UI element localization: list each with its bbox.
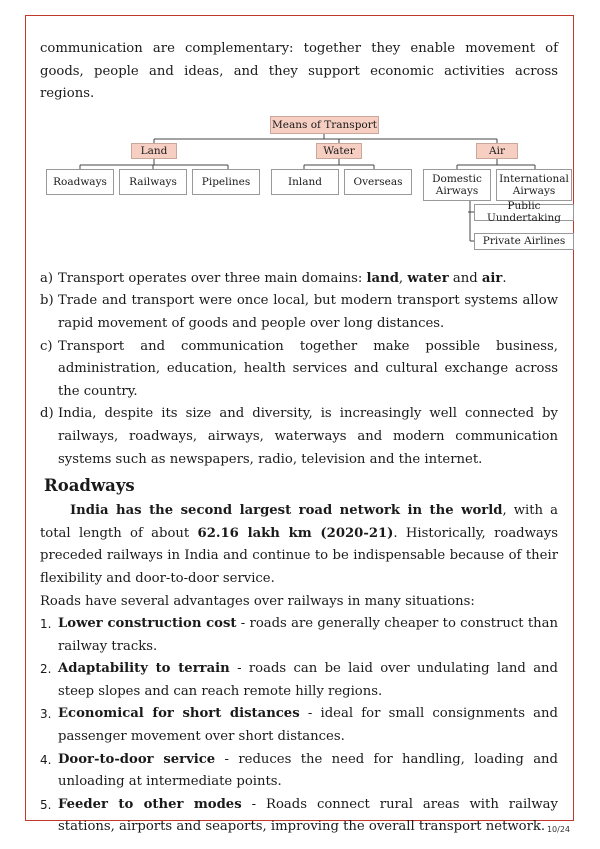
roadways-paragraph: India has the second largest road network in the world, with a total length of about 62.16 lakh km (2020-21). Historically, roadways preceded railways in India and continue to be indispensable because of their flexibility and door-to-door service.: [40, 503, 558, 586]
list-item: a) Transport operates over three main domains: land, water and air.: [40, 270, 507, 286]
list-item: 4. Door-to-door service - reduces the need for handling, loading and unloading at intermediate points.: [40, 751, 558, 790]
node-means-of-transport: Means of Transport: [270, 116, 379, 134]
list-item: d) India, despite its size and diversity, is increasingly well connected by railways, roadways, airways, waterways and modern communication systems such as newspapers, radio, television and the internet.: [40, 406, 558, 467]
list-item: 2. Adaptability to terrain - roads can be laid over undulating land and steep slopes and can reach remote hilly regions.: [40, 661, 558, 699]
section-heading: Roadways: [44, 476, 135, 496]
node-public-undertaking: Public Uundertaking: [474, 204, 574, 221]
page-content: [40, 38, 569, 839]
node-water: Water: [316, 143, 362, 159]
node-overseas: Overseas: [344, 169, 412, 195]
node-railways: Railways: [119, 169, 187, 195]
transport-diagram: [0, 114, 600, 266]
node-pipelines: Pipelines: [192, 169, 260, 195]
node-international-airways: International Airways: [496, 169, 572, 201]
intro-paragraph: communication are complementary: together they enable movement of goods, people and ideas, and they support economic activities across regions.: [40, 41, 558, 102]
key-points-list: [40, 268, 558, 471]
advantages-list: [40, 613, 558, 839]
list-item: c) Transport and communication together make possible business, administration, education, health services and cultural exchange across the country.: [40, 338, 558, 399]
list-item: 5. Feeder to other modes - Roads connect rural areas with railway stations, airports and seaports, improving the overall transport network.: [40, 796, 558, 835]
node-roadways: Roadways: [46, 169, 114, 195]
node-land: Land: [131, 143, 177, 159]
node-private-airlines: Private Airlines: [474, 233, 574, 250]
page-number: 10/24: [546, 825, 570, 834]
node-air: Air: [476, 143, 518, 159]
node-domestic-airways: Domestic Airways: [423, 169, 491, 201]
advantages-intro: Roads have several advantages over railways in many situations:: [40, 593, 475, 609]
list-item: 1. Lower construction cost - roads are generally cheaper to construct than railway tracks.: [40, 616, 558, 654]
node-inland: Inland: [271, 169, 339, 195]
list-item: 3. Economical for short distances - ideal for small consignments and passenger movement over short distances.: [40, 706, 558, 745]
list-item: b) Trade and transport were once local, but modern transport systems allow rapid movement of goods and people over long distances.: [40, 293, 558, 331]
